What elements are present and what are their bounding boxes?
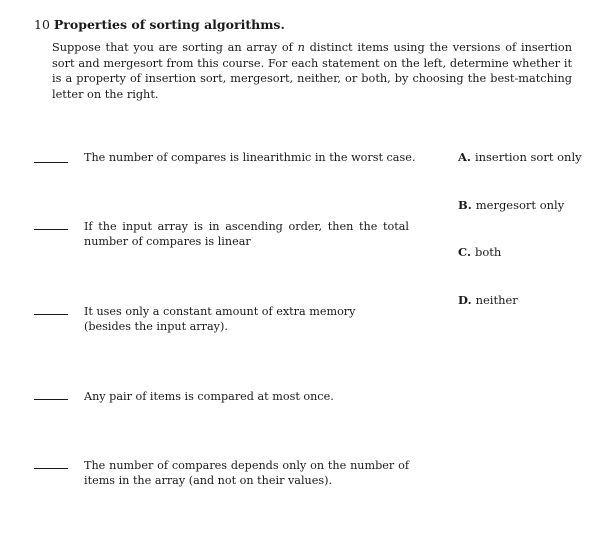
problem-title: Properties of sorting algorithms. <box>53 17 285 32</box>
statement-row <box>34 150 434 190</box>
answer-blank[interactable] <box>34 399 68 400</box>
option-label: both <box>474 245 502 259</box>
option-letter: A. <box>458 150 471 164</box>
answer-blank[interactable] <box>34 468 68 469</box>
statement-row <box>34 304 434 344</box>
option-letter: D. <box>458 293 472 307</box>
problem-number: 10 <box>34 17 50 32</box>
option-a <box>458 150 582 165</box>
statement-text: It uses only a constant amount of extra memory (besides the input array). <box>84 305 356 333</box>
option-label: mergesort only <box>475 198 565 212</box>
answer-blank[interactable] <box>34 229 68 230</box>
statement-text: The number of compares is linearithmic in the worst case. <box>84 151 416 164</box>
statement-row <box>34 458 434 498</box>
answer-blank[interactable] <box>34 162 68 163</box>
statement-row <box>34 219 434 259</box>
option-b <box>458 198 564 213</box>
statement-row <box>34 389 434 429</box>
option-label: insertion sort only <box>474 150 582 164</box>
problem-instructions <box>52 40 572 102</box>
statement-text: The number of compares depends only on the number of items in the array (and not on their values). <box>84 459 409 487</box>
n-symbol: n <box>297 41 305 54</box>
instructions-text-start: Suppose that you are sorting an array of <box>52 41 298 54</box>
option-letter: C. <box>458 245 471 259</box>
answer-blank[interactable] <box>34 314 68 315</box>
option-letter: B. <box>458 198 472 212</box>
option-c <box>458 245 501 260</box>
option-label: neither <box>475 293 518 307</box>
option-d <box>458 293 518 308</box>
problem-heading <box>34 17 285 33</box>
statement-text: Any pair of items is compared at most once. <box>84 390 334 403</box>
statement-text: If the input array is in ascending order, then the total number of compares is linear <box>84 220 409 248</box>
instructions-text-end: distinct items using the versions of insertion sort and mergesort from this course. For each statement on the left, determine whether it is a property of insertion sort, mergesort, neither, or both, by choosing the best-matching letter on the right. <box>52 41 572 101</box>
